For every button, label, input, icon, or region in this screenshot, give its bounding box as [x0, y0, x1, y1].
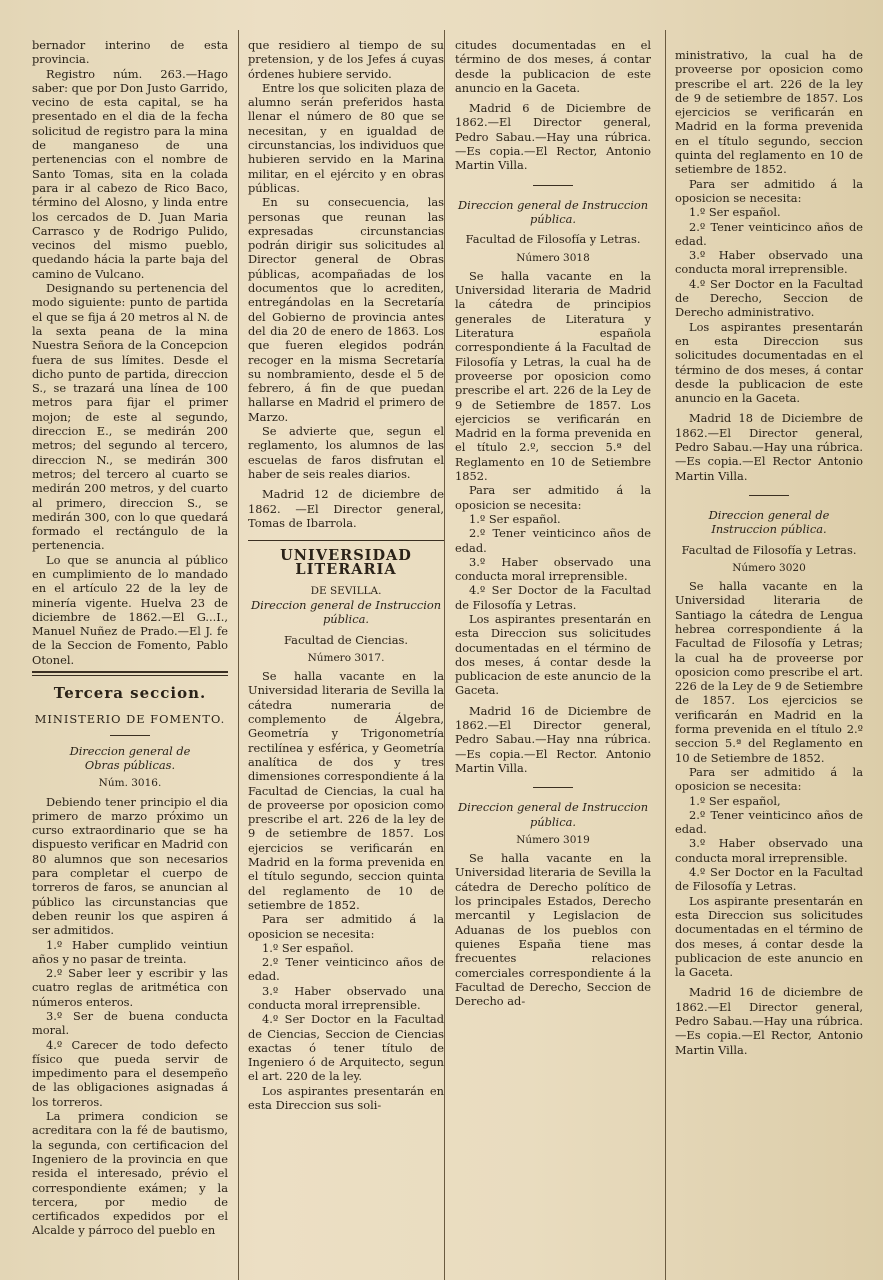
divider: [248, 540, 444, 541]
list-item: 1.º Haber cumplido veintiun años y no pasar de treinta.: [32, 937, 228, 966]
divider: [749, 495, 789, 496]
list-item: 4.º Ser Doctor en la Facultad de Derecho, Seccion de Derecho administrativo.: [675, 276, 863, 320]
list-item: 2.º Tener veinticinco años de edad.: [248, 955, 444, 984]
paragraph: Para ser admitido á la oposicion se necesita:: [248, 912, 444, 941]
notice-number: Número 3020: [732, 561, 806, 574]
paragraph: La primera condicion se acreditara con la fé de bautismo, la segunda, con certificacion del Ingeniero de la provincia en que resida el interesado, prévio el correspondiente exámen; y la tercera, por medio de certificados expedidos por el Alcalde y párroco del pueblo en: [32, 1109, 228, 1238]
faculty-heading: Facultad de Filosofía y Letras.: [681, 542, 857, 557]
column-rule: [665, 30, 666, 1280]
paragraph: Se advierte que, segun el reglamento, los alumnos de las escuelas de faros disfrutan el haber de seis reales diarios.: [248, 424, 444, 481]
paragraph: Para ser admitido á la oposicion se necesita:: [455, 483, 651, 512]
list-item: 4.º Ser Doctor en la Facultad de Filosofía y Letras.: [675, 865, 863, 894]
divider: [533, 185, 573, 186]
paragraph: citudes documentadas en el término de dos meses, á contar desde la publicacion de este anuncio en la Gaceta.: [455, 38, 651, 95]
signature: Madrid 12 de diciembre de 1862. —El Director general, Tomas de Ibarrola.: [248, 487, 444, 530]
paragraph: Los aspirante presentarán en esta Direccion sus solicitudes documentadas en el término de dos meses, á contar desde la publicacion de este anuncio en la Gaceta.: [675, 893, 863, 980]
paragraph: En su consecuencia, las personas que reunan las expresadas circunstancias podrán dirigir sus solicitudes al Director general de Obras públicas, acompañadas de los documentos que lo acrediten, entregándolas en la Secretaría del Gobierno de provincia antes del dia 20 de enero de 1863. Los que fueren elegidos podrán recoger en la misma Secretaría su nombramiento, desde el 5 de febrero, á fin de que puedan hallarse en Madrid el primero de Marzo.: [248, 195, 444, 424]
paragraph: Los aspirantes presentarán en esta Direccion sus solicitudes documentadas en el término de dos meses, á contar desde la publicacion de este anuncio de la Gaceta.: [455, 611, 651, 698]
paragraph: Se halla vacante en la Universidad literaria de Sevilla la cátedra de Derecho político de los principales Estados, Derecho mercantil y Legislacion de Aduanas de los pueblos con quienes España tiene mas frecuentes relaciones comerciales correspondiente á la Facultad de Derecho, Seccion de Derecho ad-: [455, 851, 651, 1009]
signature: Madrid 16 de diciembre de 1862.—El Director general, Pedro Sabau.—Hay una rúbrica.—Es copia.—El Rector, Antonio Martin Villa.: [675, 985, 863, 1057]
university-heading: UNIVERSIDAD LITERARIA: [280, 547, 412, 579]
notice-number: Número 3018: [516, 251, 590, 264]
list-item: 1.º Ser español.: [469, 511, 561, 526]
direction-heading: Direccion general de Obras públicas.: [69, 743, 191, 772]
direction-heading: Direccion general de Instruccion pública.: [708, 507, 830, 537]
divider: [533, 787, 573, 788]
divider: [110, 735, 150, 736]
column-4: [675, 48, 863, 1280]
column-rule: [238, 30, 239, 1280]
direction-heading: Direccion general de Instruccion pública.: [457, 800, 649, 829]
list-item: 2.º Saber leer y escribir y las cuatro reglas de aritmética con números enteros.: [32, 966, 228, 1009]
paragraph: Lo que se anuncia al público en cumplimiento de lo mandado en el artículo 22 de la ley de minería vigente. Huelva 23 de diciembre de 1862.—El G...I., Manuel Nuñez de Prado.—El J. fe de la Seccion de Fomento, Pablo Otonel.: [32, 552, 228, 667]
paragraph: Se halla vacante en la Universidad literaria de Sevilla la cátedra numeraria de complemento de Álgebra, Geometría y Trigonometría rectilínea y esférica, y Geometría analítica de dos y tres dimensiones correspondiente á la Facultad de Ciencias, la cual ha de proveerse por oposicion como prescribe el art. 226 de la ley de 9 de setiembre de 1857. Los ejercicios se verificarán en Madrid en la forma prevenida en el título segundo, seccion quinta del reglamento de 10 de setiembre de 1852.: [248, 669, 444, 912]
list-item: 4.º Ser Doctor de la Facultad de Filosofía y Letras.: [455, 583, 651, 612]
section-heading: Tercera seccion.: [53, 684, 207, 703]
list-item: 4.º Ser Doctor en la Facultad de Ciencias, Seccion de Ciencias exactas ó tener título de Ingeniero ó de Arquitecto, segun el art. 220 de la ley.: [248, 1012, 444, 1084]
paragraph: Para ser admitido á la oposicion se necesita:: [675, 764, 863, 794]
signature: Madrid 16 de Diciembre de 1862.—El Director general, Pedro Sabau.—Hay nna rúbrica.—Es copia.—El Rector. Antonio Martin Villa.: [455, 703, 651, 775]
list-item: 3.º Haber observado una conducta moral irreprensible.: [675, 836, 863, 865]
subheading: DE SEVILLA.: [310, 584, 382, 597]
list-item: 2.º Tener veinticinco años de edad.: [675, 219, 863, 248]
list-item: 1.º Ser español,: [689, 793, 781, 808]
faculty-heading: Facultad de Filosofía y Letras.: [465, 232, 641, 247]
list-item: 2.º Tener veinticinco años de edad.: [455, 526, 651, 555]
direction-heading: Direccion general de Instruccion pública.: [457, 197, 649, 226]
paragraph: Para ser admitido á la oposicion se necesita:: [675, 176, 863, 205]
list-item: 3.º Haber observado una conducta moral irreprensible.: [455, 554, 651, 584]
list-item: 2.º Tener veinticinco años de edad.: [675, 807, 863, 837]
list-item: 3.º Haber observado una conducta moral irreprensible.: [248, 983, 444, 1012]
column-2: [248, 38, 444, 1278]
divider: [32, 675, 228, 676]
paragraph: Los aspirantes presentarán en esta Direccion sus soli-: [248, 1083, 444, 1113]
list-item: 4.º Carecer de todo defecto físico que pueda servir de impedimento para el desempeño de las obligaciones asignadas á los torreros.: [32, 1037, 228, 1109]
signature: Madrid 18 de Diciembre de 1862.—El Director general, Pedro Sabau.—Hay una rúbrica.—Es copia.—El Rector Antonio Martin Villa.: [675, 411, 863, 483]
list-item: 3.º Ser de buena conducta moral.: [32, 1009, 228, 1038]
direction-heading: Direccion general de Instruccion pública.: [250, 597, 442, 627]
paragraph: ministrativo, la cual ha de proveerse por oposicion como prescribe el art. 226 de la ley de 9 de setiembre de 1857. Los ejercicios se verificarán en Madrid en la forma prevenida en el título segundo, seccion quinta del reglamento en 10 de setiembre de 1852.: [675, 48, 863, 177]
list-item: 1.º Ser español.: [262, 940, 354, 955]
paragraph: que residiero al tiempo de su pretension, y de los Jefes á cuyas órdenes hubiere servido.: [248, 38, 444, 81]
paragraph: Entre los que soliciten plaza de alumno serán preferidos hasta llenar el número de 80 que se necesitan, y en igualdad de circunstancias, los individuos que hubieren servido en la Marina militar, en el ejército y en obras públicas.: [248, 80, 444, 195]
column-3: [455, 38, 651, 1278]
list-item: 3.º Haber observado una conducta moral irreprensible.: [675, 248, 863, 277]
divider: [32, 671, 228, 673]
column-rule: [444, 30, 445, 1280]
paragraph: Designando su pertenencia del modo siguiente: punto de partida el que se fija á 20 metros al N. de la sexta peana de la mina Nuestra Señora de la Concepcion fuera de sus límites. Desde el dicho punto de partida, direccion S., se trazará una línea de 100 metros para fijar el primer mojon; de este al segundo, direccion E., se medirán 200 metros; del segundo al tercero, direccion N., se medirán 300 metros; del tercero al cuarto se medirán 200 metros, y del cuarto al primero, direccion S., se medirán 300, con lo que quedará formado el rectángulo de la pertenencia.: [32, 281, 228, 553]
column-1: [32, 38, 228, 1278]
notice-number: Número 3017.: [307, 651, 385, 664]
faculty-heading: Facultad de Ciencias.: [284, 632, 408, 647]
paragraph: Los aspirantes presentarán en esta Direccion sus solicitudes documentadas en el término de dos meses, á contar desde la publicacion de este anuncio en la Gaceta.: [675, 319, 863, 406]
paragraph: Debiendo tener principio el dia primero de marzo próximo un curso extraordinario que se ha dispuesto verificar en Madrid con 80 alumnos que son necesarios para completar el cuerpo de torreros de faros, se anuncian al público las circunstancias que deben reunir los que aspiren á ser admitidos.: [32, 794, 228, 938]
signature: Madrid 6 de Diciembre de 1862.—El Director general, Pedro Sabau.—Hay una rúbrica.—Es copia.—El Rector, Antonio Martin Villa.: [455, 101, 651, 173]
paragraph: bernador interino de esta provincia.: [32, 38, 228, 67]
paragraph: Se halla vacante en la Universidad literaria de Santiago la cátedra de Lengua hebrea correspondiente á la Facultad de Filosofía y Letras; la cual ha de proveerse por oposicion como prescribe el art. 226 de la Ley de 9 de Setiembre de 1857. Los ejercicios se verificarán en Madrid en la forma prevenida en el título 2.º seccion 5.ª del Reglamento en 10 de Setiembre de 1852.: [675, 579, 863, 765]
notice-number: Núm. 3016.: [98, 777, 162, 790]
notice-number: Número 3019: [516, 833, 590, 846]
paragraph: Registro núm. 263.—Hago saber: que por Don Justo Garrido, vecino de esta capital, se ha presentado en el dia de la fecha solicitud de registro para la mina de manganeso de una pertenencias con el nombre de Santo Tomas, sita en la colada para ir al cabezo de Rico Baco, término del Alosno, y linda entre los cercados de D. Juan Maria Carrasco y de Rodrigo Pulido, vecinos del mismo pueblo, quedando hácia la parte baja del camino de Vulcano.: [32, 66, 228, 281]
list-item: 1.º Ser español.: [689, 205, 781, 220]
paragraph: Se halla vacante en la Universidad literaria de Madrid la cátedra de principios generales de Literatura y Literatura española correspondiente á la Facultad de Filosofía y Letras, la cual ha de proveerse por oposicion como prescribe el art. 226 de la Ley de 9 de Setiembre de 1857. Los ejercicios se verificarán en Madrid en la forma prevenida en el título 2.º, seccion 5.ª del Reglamento en 10 de Setiembre 1852.: [455, 268, 651, 484]
ministry-heading: MINISTERIO DE FOMENTO.: [34, 712, 226, 727]
